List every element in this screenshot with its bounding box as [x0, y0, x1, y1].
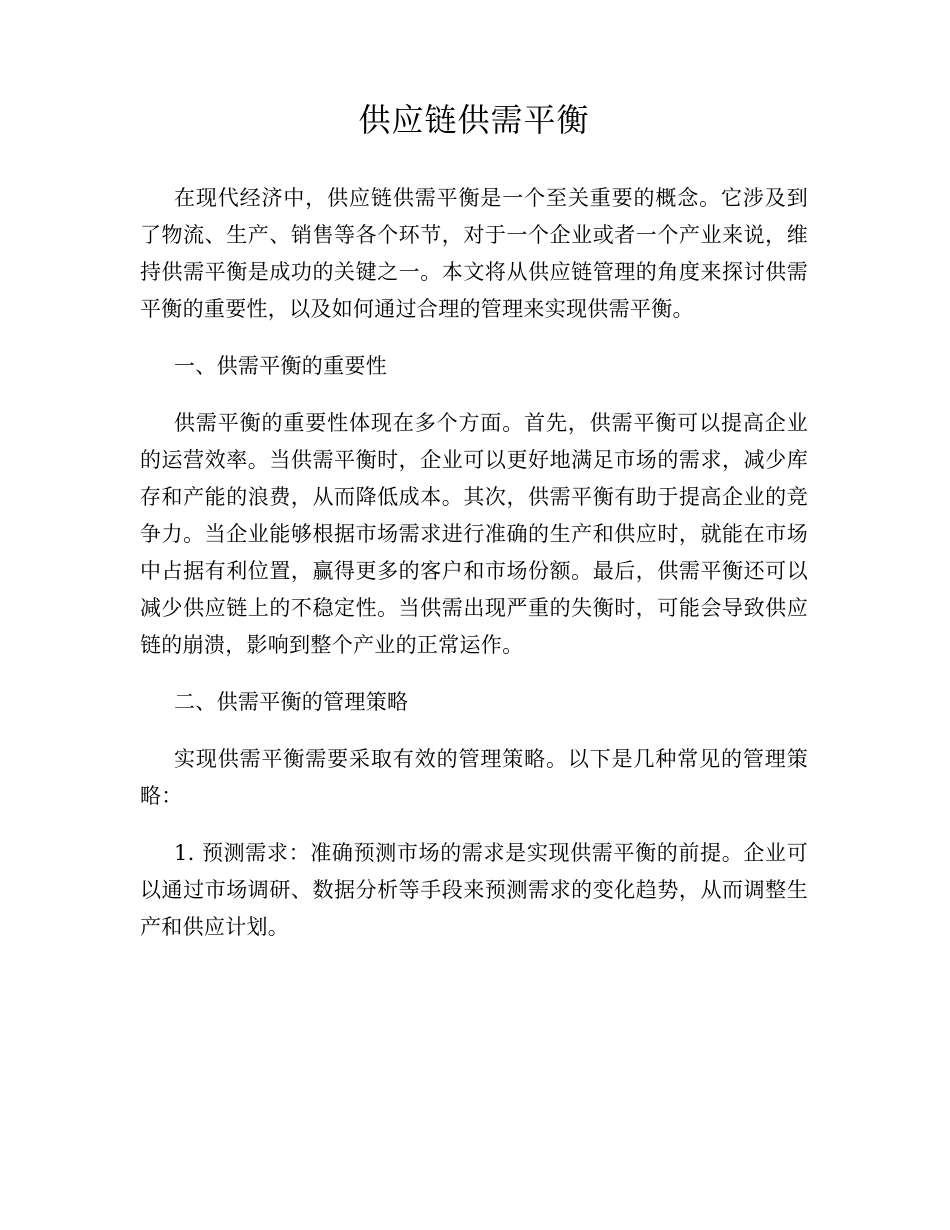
intro-paragraph: 在现代经济中，供应链供需平衡是一个至关重要的概念。它涉及到了物流、生产、销售等各个环节，对于一个企业或者一个产业来说，维持供需平衡是成功的关键之一。本文将从供应链管理的角度来探讨供需平衡的重要性，以及如何通过合理的管理来实现供需平衡。	[140, 186, 808, 321]
section-heading-strategies: 二、供需平衡的管理策略	[174, 690, 409, 714]
strategy-item-forecast: 1. 预测需求：准确预测市场的需求是实现供需平衡的前提。企业可以通过市场调研、数据分析等手段来预测需求的变化趋势，从而调整生产和供应计划。	[140, 841, 808, 939]
document-title: 供应链供需平衡	[358, 101, 590, 139]
strategies-intro-paragraph: 实现供需平衡需要采取有效的管理策略。以下是几种常见的管理策略：	[140, 747, 808, 808]
section-heading-importance: 一、供需平衡的重要性	[174, 354, 387, 378]
document-body	[140, 98, 808, 966]
importance-paragraph: 供需平衡的重要性体现在多个方面。首先，供需平衡可以提高企业的运营效率。当供需平衡时，企业可以更好地满足市场的需求，减少库存和产能的浪费，从而降低成本。其次，供需平衡有助于提高企业的竞争力。当企业能够根据市场需求进行准确的生产和供应时，就能在市场中占据有利位置，赢得更多的客户和市场份额。最后，供需平衡还可以减少供应链上的不稳定性。当供需出现严重的失衡时，可能会导致供应链的崩溃，影响到整个产业的正常运作。	[140, 411, 808, 657]
